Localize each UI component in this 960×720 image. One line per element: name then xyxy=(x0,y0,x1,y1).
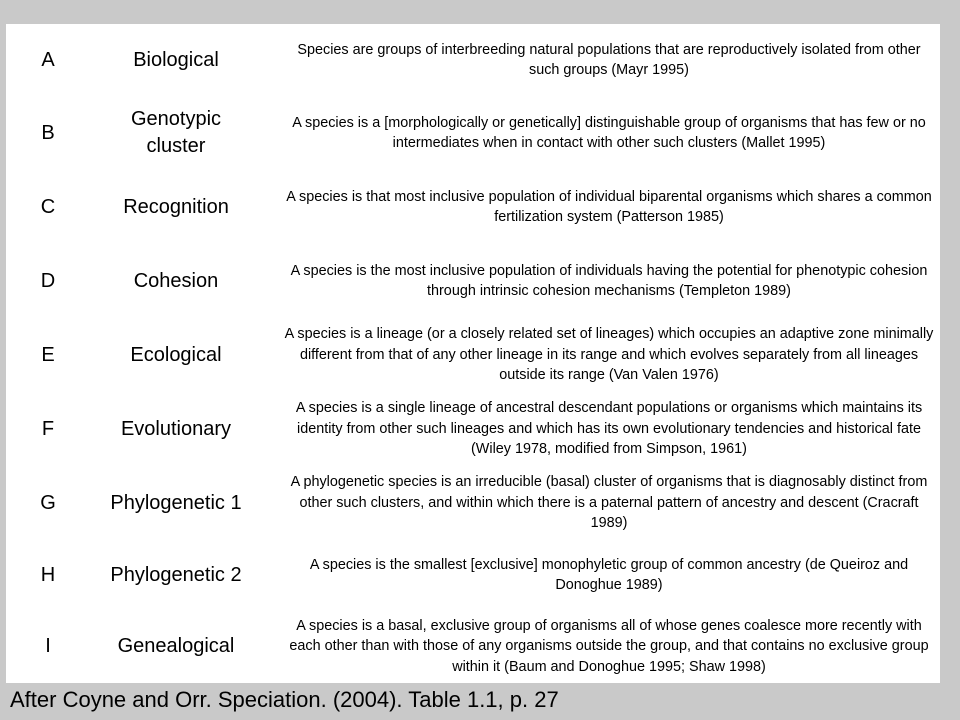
concept-definition: A species is a lineage (or a closely related set of lineages) which occupies an adaptive zone minimally different from that of any other lineage in its range and which evolves separately from all lineages outside its range (Van Valen 1976) xyxy=(284,326,934,384)
table-row xyxy=(6,96,940,170)
table-row xyxy=(6,610,940,683)
concept-name: Genotypic cluster xyxy=(130,108,222,157)
table-row xyxy=(6,540,940,610)
concept-definition: A species is the most inclusive population of individuals having the potential for phenotypic cohesion through intrinsic cohesion mechanisms (Templeton 1989) xyxy=(290,262,928,299)
concept-name: Genealogical xyxy=(117,635,235,657)
row-letter: A xyxy=(41,48,55,71)
concept-definition: A species is a single lineage of ancestral descendant populations or organisms which maintains its identity from other such lineages and which has its own evolutionary tendencies and historical fate (Wiley 1978, modified from Simpson, 1961) xyxy=(295,400,923,458)
table-row xyxy=(6,466,940,540)
table-row xyxy=(6,170,940,244)
concept-name: Ecological xyxy=(130,343,222,366)
concept-definition: A phylogenetic species is an irreducible (basal) cluster of organisms that is diagnosably distinct from other such clusters, and within which there is a paternal pattern of ancestry and descent (Cracraft 1989) xyxy=(290,474,928,532)
concept-name: Phylogenetic 1 xyxy=(110,491,242,514)
table-row xyxy=(6,244,940,318)
row-letter: F xyxy=(41,417,55,440)
concept-name: Phylogenetic 2 xyxy=(110,563,242,586)
concept-definition: A species is a [morphologically or genetically] distinguishable group of organisms that has few or no intermediates when in contact with other such clusters (Mallet 1995) xyxy=(292,114,926,151)
row-letter: I xyxy=(45,635,51,657)
table-row xyxy=(6,318,940,392)
concept-name: Evolutionary xyxy=(120,417,232,440)
row-letter: B xyxy=(41,121,55,144)
concept-name: Recognition xyxy=(123,195,229,218)
concept-definition: A species is that most inclusive population of individual biparental organisms which shares a common fertilization system (Patterson 1985) xyxy=(286,188,932,225)
row-letter: E xyxy=(41,343,55,366)
species-concepts-table xyxy=(6,24,940,683)
table-row xyxy=(6,24,940,96)
concept-definition: Species are groups of interbreeding natural populations that are reproductively isolated from other such groups (Mayr 1995) xyxy=(297,41,921,78)
row-letter: G xyxy=(40,491,56,514)
concept-definition: A species is a basal, exclusive group of organisms all of whose genes coalesce more recently with each other than with those of any organisms outside the group, and that contains no exclusive group within it (Baum and Donoghue 1995; Shaw 1998) xyxy=(289,617,929,675)
concept-name: Cohesion xyxy=(133,269,219,292)
concept-definition: A species is the smallest [exclusive] monophyletic group of common ancestry (de Queiroz and Donoghue 1989) xyxy=(309,556,909,593)
row-letter: C xyxy=(40,195,56,218)
row-letter: H xyxy=(40,563,56,586)
source-citation: After Coyne and Orr. Speciation. (2004). Table 1.1, p. 27 xyxy=(10,687,559,712)
concept-name: Biological xyxy=(133,48,219,71)
table-row xyxy=(6,392,940,466)
row-letter: D xyxy=(40,269,56,292)
